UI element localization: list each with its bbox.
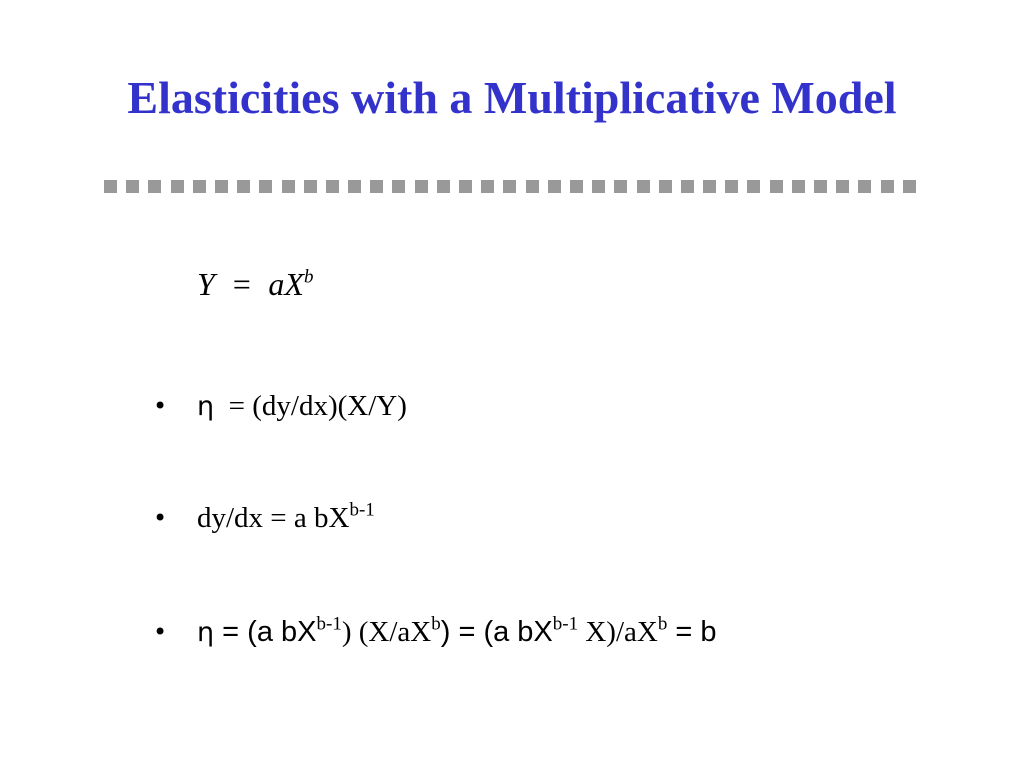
expression-exponent: b-1 (316, 613, 342, 635)
divider-square (437, 180, 450, 193)
divider-square (392, 180, 405, 193)
divider-square (348, 180, 361, 193)
divider-square (570, 180, 583, 193)
bullet-expression: dy/dx = a bX (197, 502, 350, 534)
bullet-marker: • (153, 392, 168, 420)
divider-square (659, 180, 672, 193)
bullet-marker: • (153, 618, 168, 646)
expression-part: = (a bX (214, 616, 317, 648)
bullet-elasticity-definition (0, 386, 1024, 506)
expression-exponent: b (657, 613, 668, 635)
divider-square (326, 180, 339, 193)
expression-exponent: b (431, 613, 441, 635)
expression-part: = (a bX (450, 616, 553, 648)
divider-square (282, 180, 295, 193)
divider-square (881, 180, 894, 193)
divider-square (814, 180, 827, 193)
expression-exponent: b-1 (552, 613, 579, 635)
bullet-marker: • (153, 504, 168, 532)
formula-rhs-base: aX (268, 266, 304, 302)
bullet-derivative (0, 498, 1024, 618)
divider-square (747, 180, 760, 193)
eta-symbol: η (197, 617, 215, 648)
formula-equals: = (214, 266, 269, 302)
divider-square (770, 180, 783, 193)
divider-square (237, 180, 250, 193)
dotted-divider (104, 180, 916, 194)
divider-square (215, 180, 228, 193)
divider-square (193, 180, 206, 193)
eta-symbol: η (197, 391, 215, 422)
divider-square (681, 180, 694, 193)
divider-square (259, 180, 272, 193)
slide-title: Elasticities with a Multiplicative Model (127, 72, 897, 123)
divider-square (858, 180, 871, 193)
divider-square (415, 180, 428, 193)
divider-square (548, 180, 561, 193)
bullet-exponent: b-1 (349, 499, 375, 521)
bullet-expression: = (dy/dx)(X/Y) (214, 390, 407, 422)
bullet-text (197, 386, 407, 427)
bullet-text (197, 498, 375, 538)
expression-result: = b (667, 616, 717, 648)
divider-square (104, 180, 117, 193)
bullet-text (197, 612, 717, 653)
expression-part: ) (440, 616, 451, 648)
divider-square (725, 180, 738, 193)
divider-square (148, 180, 161, 193)
divider-square (703, 180, 716, 193)
divider-square (903, 180, 916, 193)
divider-square (526, 180, 539, 193)
divider-square (637, 180, 650, 193)
divider-square (836, 180, 849, 193)
divider-square (171, 180, 184, 193)
divider-square (370, 180, 383, 193)
expression-part: ) (X/aX (341, 616, 432, 648)
bullet-elasticity-result (0, 612, 1024, 732)
divider-square (614, 180, 627, 193)
divider-square (459, 180, 472, 193)
divider-square (304, 180, 317, 193)
divider-square (126, 180, 139, 193)
divider-square (503, 180, 516, 193)
formula-lhs: Y (197, 266, 215, 302)
divider-square (481, 180, 494, 193)
model-formula (197, 262, 313, 306)
expression-part: X)/aX (578, 616, 658, 648)
divider-square (592, 180, 605, 193)
formula-rhs-exponent: b (303, 266, 314, 288)
divider-square (792, 180, 805, 193)
